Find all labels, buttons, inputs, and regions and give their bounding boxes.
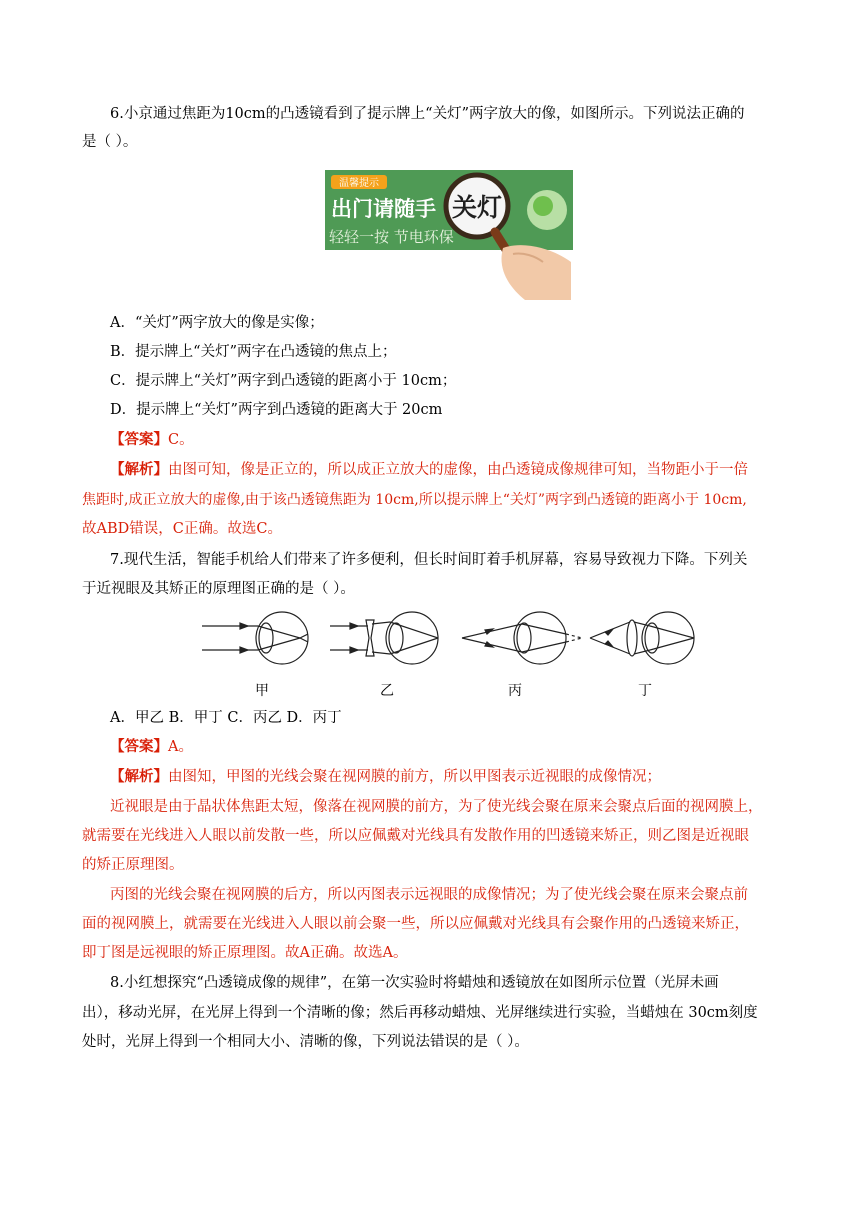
q6-stem-line1: 6.小京通过焦距为10cm的凸透镜看到了提示牌上“关灯”两字放大的像，如图所示。下列说法正确的 xyxy=(110,106,745,122)
q6-stem-line2: 是（ ）。 xyxy=(82,134,138,150)
q7-analysis-line2: 近视眼是由于晶状体焦距太短，像落在视网膜的前方，为了使光线会聚在原来会聚点后面的视网膜上， xyxy=(110,799,763,815)
q8-stem-line1: 8.小红想探究“凸透镜成像的规律”，在第一次实验时将蜡烛和透镜放在如图所示位置（光屏未画 xyxy=(110,975,719,991)
eye-diagram-ding xyxy=(590,612,694,664)
q7-analysis-line6: 面的视网膜上，就需要在光线进入人眼以前会聚一些，所以应佩戴对光线具有会聚作用的凸透镜来矫正， xyxy=(82,916,749,932)
label-jia: 甲 xyxy=(255,683,269,699)
q7-answer xyxy=(110,736,193,758)
sign-line1: 出门请随手 xyxy=(331,197,436,221)
q8-stem-line3: 处时，光屏上得到一个相同大小、清晰的像，下列说法错误的是（ ）。 xyxy=(82,1034,529,1050)
eye-diagram-yi xyxy=(330,612,438,664)
label-yi: 乙 xyxy=(380,683,394,699)
q7-stem-line2: 于近视眼及其矫正的原理图正确的是（ ）。 xyxy=(82,581,355,597)
analysis-tag: 【解析】 xyxy=(110,768,168,785)
q7-analysis-line7: 即丁图是远视眼的矫正原理图。故A正确。故选A。 xyxy=(82,945,408,961)
analysis-text: 由图可知，像是正立的，所以成正立放大的虚像，由凸透镜成像规律可知，当物距小于一倍 xyxy=(168,462,748,478)
q6-answer xyxy=(110,429,194,451)
answer-value: A。 xyxy=(168,739,193,755)
answer-tag: 【答案】 xyxy=(110,738,168,755)
answer-value: C。 xyxy=(168,432,194,448)
q6-analysis-line3: 故ABD错误，C正确。故选C。 xyxy=(82,521,282,537)
analysis-text: 由图知，甲图的光线会聚在视网膜的前方，所以甲图表示近视眼的成像情况； xyxy=(168,769,661,785)
label-ding: 丁 xyxy=(638,683,652,699)
q6-analysis-line1 xyxy=(110,459,748,481)
q7-analysis-line5: 丙图的光线会聚在视网膜的后方，所以丙图表示远视眼的成像情况；为了使光线会聚在原来会聚点前 xyxy=(110,887,748,903)
q7-analysis-line1 xyxy=(110,766,661,788)
eye-diagram-bing xyxy=(462,612,582,664)
q7-analysis-line4: 的矫正原理图。 xyxy=(82,857,184,873)
q6-option-d: D．提示牌上“关灯”两字到凸透镜的距离大于 20cm xyxy=(110,402,443,418)
q6-option-b: B．提示牌上“关灯”两字在凸透镜的焦点上； xyxy=(110,344,397,360)
label-bing: 丙 xyxy=(508,683,522,699)
q6-option-c: C．提示牌上“关灯”两字到凸透镜的距离小于 10cm； xyxy=(110,373,457,389)
sign-magnifier-image xyxy=(325,170,575,300)
answer-tag: 【答案】 xyxy=(110,431,168,448)
q7-stem-line1: 7.现代生活，智能手机给人们带来了许多便利，但长时间盯着手机屏幕，容易导致视力下降。下列关 xyxy=(110,552,748,568)
sign-magnified-text: 关灯 xyxy=(451,193,503,222)
sign-line2: 轻轻一按 节电环保 xyxy=(329,228,454,246)
eye-diagram-jia xyxy=(202,612,308,664)
q6-analysis-line2: 焦距时,成正立放大的虚像,由于该凸透镜焦距为 10cm,所以提示牌上“关灯”两字到凸透镜的距离小于 10cm, xyxy=(82,492,747,508)
analysis-tag: 【解析】 xyxy=(110,461,168,478)
sign-badge: 温馨提示 xyxy=(339,178,379,189)
eye-diagrams xyxy=(200,608,700,698)
q7-options: A．甲乙 B．甲丁 C．丙乙 D．丙丁 xyxy=(110,710,342,726)
q7-analysis-line3: 就需要在光线进入人眼以前发散一些，所以应佩戴对光线具有发散作用的凹透镜来矫正，则乙图是近视眼 xyxy=(82,828,749,844)
q8-stem-line2: 出），移动光屏，在光屏上得到一个清晰的像；然后再移动蜡烛、光屏继续进行实验，当蜡烛在 30cm刻度 xyxy=(82,1005,758,1021)
q6-option-a: A．“关灯”两字放大的像是实像； xyxy=(110,315,324,331)
